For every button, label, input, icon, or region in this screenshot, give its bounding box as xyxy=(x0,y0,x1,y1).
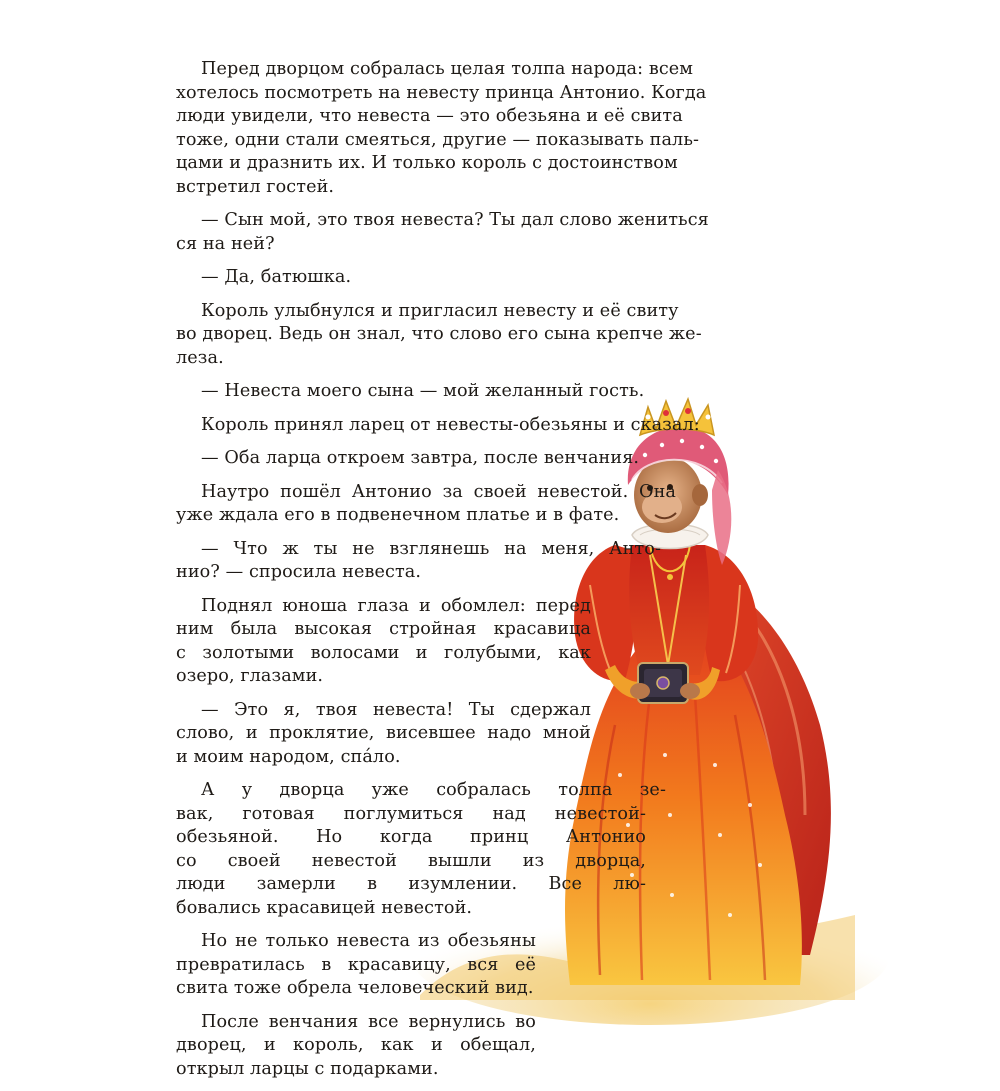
text-line: свита тоже обрела человеческий вид. xyxy=(176,978,534,998)
text-line: тоже, одни стали смеяться, другие — показывать паль- xyxy=(176,129,700,150)
paragraph xyxy=(176,595,676,689)
text-line: вак, готовая поглумиться над невестой- xyxy=(176,803,646,824)
text-line: хотелось посмотреть на невесту принца Антонио. Когда xyxy=(176,82,707,103)
text-line: цами и дразнить их. И только король с достоинством xyxy=(176,153,678,173)
text-line: — Сын мой, это твоя невеста? Ты дал слово жениться xyxy=(201,210,709,230)
text-line: ним была высокая стройная красавица xyxy=(176,619,591,639)
paragraph xyxy=(176,300,702,371)
text-line: с золотыми волосами и голубыми, как xyxy=(176,642,591,663)
text-line: во дворец. Ведь он знал, что слово его сына крепче же- xyxy=(176,324,702,344)
text-line: — Оба ларца откроем завтра, после венчания. xyxy=(201,448,640,468)
paragraph xyxy=(176,447,676,471)
text-line: люди замерли в изумлении. Все лю- xyxy=(176,874,646,894)
text-line: превратилась в красавицу, вся её xyxy=(176,954,536,975)
text-line: Перед дворцом собралась целая толпа народа: всем xyxy=(201,59,694,79)
text-line: Но не только невеста из обезьяны xyxy=(201,931,536,951)
text-line: ся на ней? xyxy=(176,233,275,254)
text-line: Поднял юноша глаза и обомлел: перед xyxy=(201,595,591,616)
paragraph xyxy=(176,58,707,199)
text-line: уже ждала его в подвенечном платье и в фате. xyxy=(176,505,620,525)
text-line: Наутро пошёл Антонио за своей невестой. Она xyxy=(201,481,676,502)
paragraph xyxy=(176,266,676,290)
paragraph xyxy=(176,414,700,438)
text-line: открыл ларцы с подарками. xyxy=(176,1058,439,1079)
text-line: нио? — спросила невеста. xyxy=(176,562,422,582)
text-line: — Что ж ты не взглянешь на меня, Анто- xyxy=(201,538,661,559)
text-line: слово, и проклятие, висевшее надо мной xyxy=(176,723,591,743)
text-line: А у дворца уже собралась толпа зе- xyxy=(201,780,666,800)
text-line: После венчания все вернулись во xyxy=(201,1011,536,1032)
monkey-ear xyxy=(692,484,708,506)
text-line: люди увидели, что невеста — это обезьяна и её свита xyxy=(176,106,683,126)
paragraph xyxy=(176,930,676,1001)
paragraph xyxy=(176,481,676,528)
text-line: встретил гостей. xyxy=(176,176,335,197)
text-line: леза. xyxy=(176,347,224,368)
paragraph xyxy=(176,209,709,256)
text-line: — Да, батюшка. xyxy=(201,267,352,287)
text-line: и моим народом, спáло. xyxy=(176,746,401,767)
story-text xyxy=(176,58,709,1091)
text-line: дворец, и король, как и обещал, xyxy=(176,1035,536,1055)
paragraph xyxy=(176,538,676,585)
text-line: бовались красавицей невестой. xyxy=(176,897,473,918)
text-line: — Это я, твоя невеста! Ты сдержал xyxy=(201,699,591,720)
text-line: Король улыбнулся и пригласил невесту и её свиту xyxy=(201,300,679,321)
right-hand xyxy=(680,683,700,699)
text-line: обезьяной. Но когда принц Антонио xyxy=(176,827,646,847)
paragraph xyxy=(176,1011,676,1082)
text-line: Король принял ларец от невесты-обезьяны и сказал: xyxy=(201,414,700,435)
paragraph xyxy=(176,779,676,920)
text-line: озеро, глазами. xyxy=(176,666,324,686)
paragraph xyxy=(176,380,676,404)
text-line: — Невеста моего сына — мой желанный гость. xyxy=(201,381,645,401)
paragraph xyxy=(176,699,676,770)
text-line: со своей невестой вышли из дворца, xyxy=(176,850,646,871)
